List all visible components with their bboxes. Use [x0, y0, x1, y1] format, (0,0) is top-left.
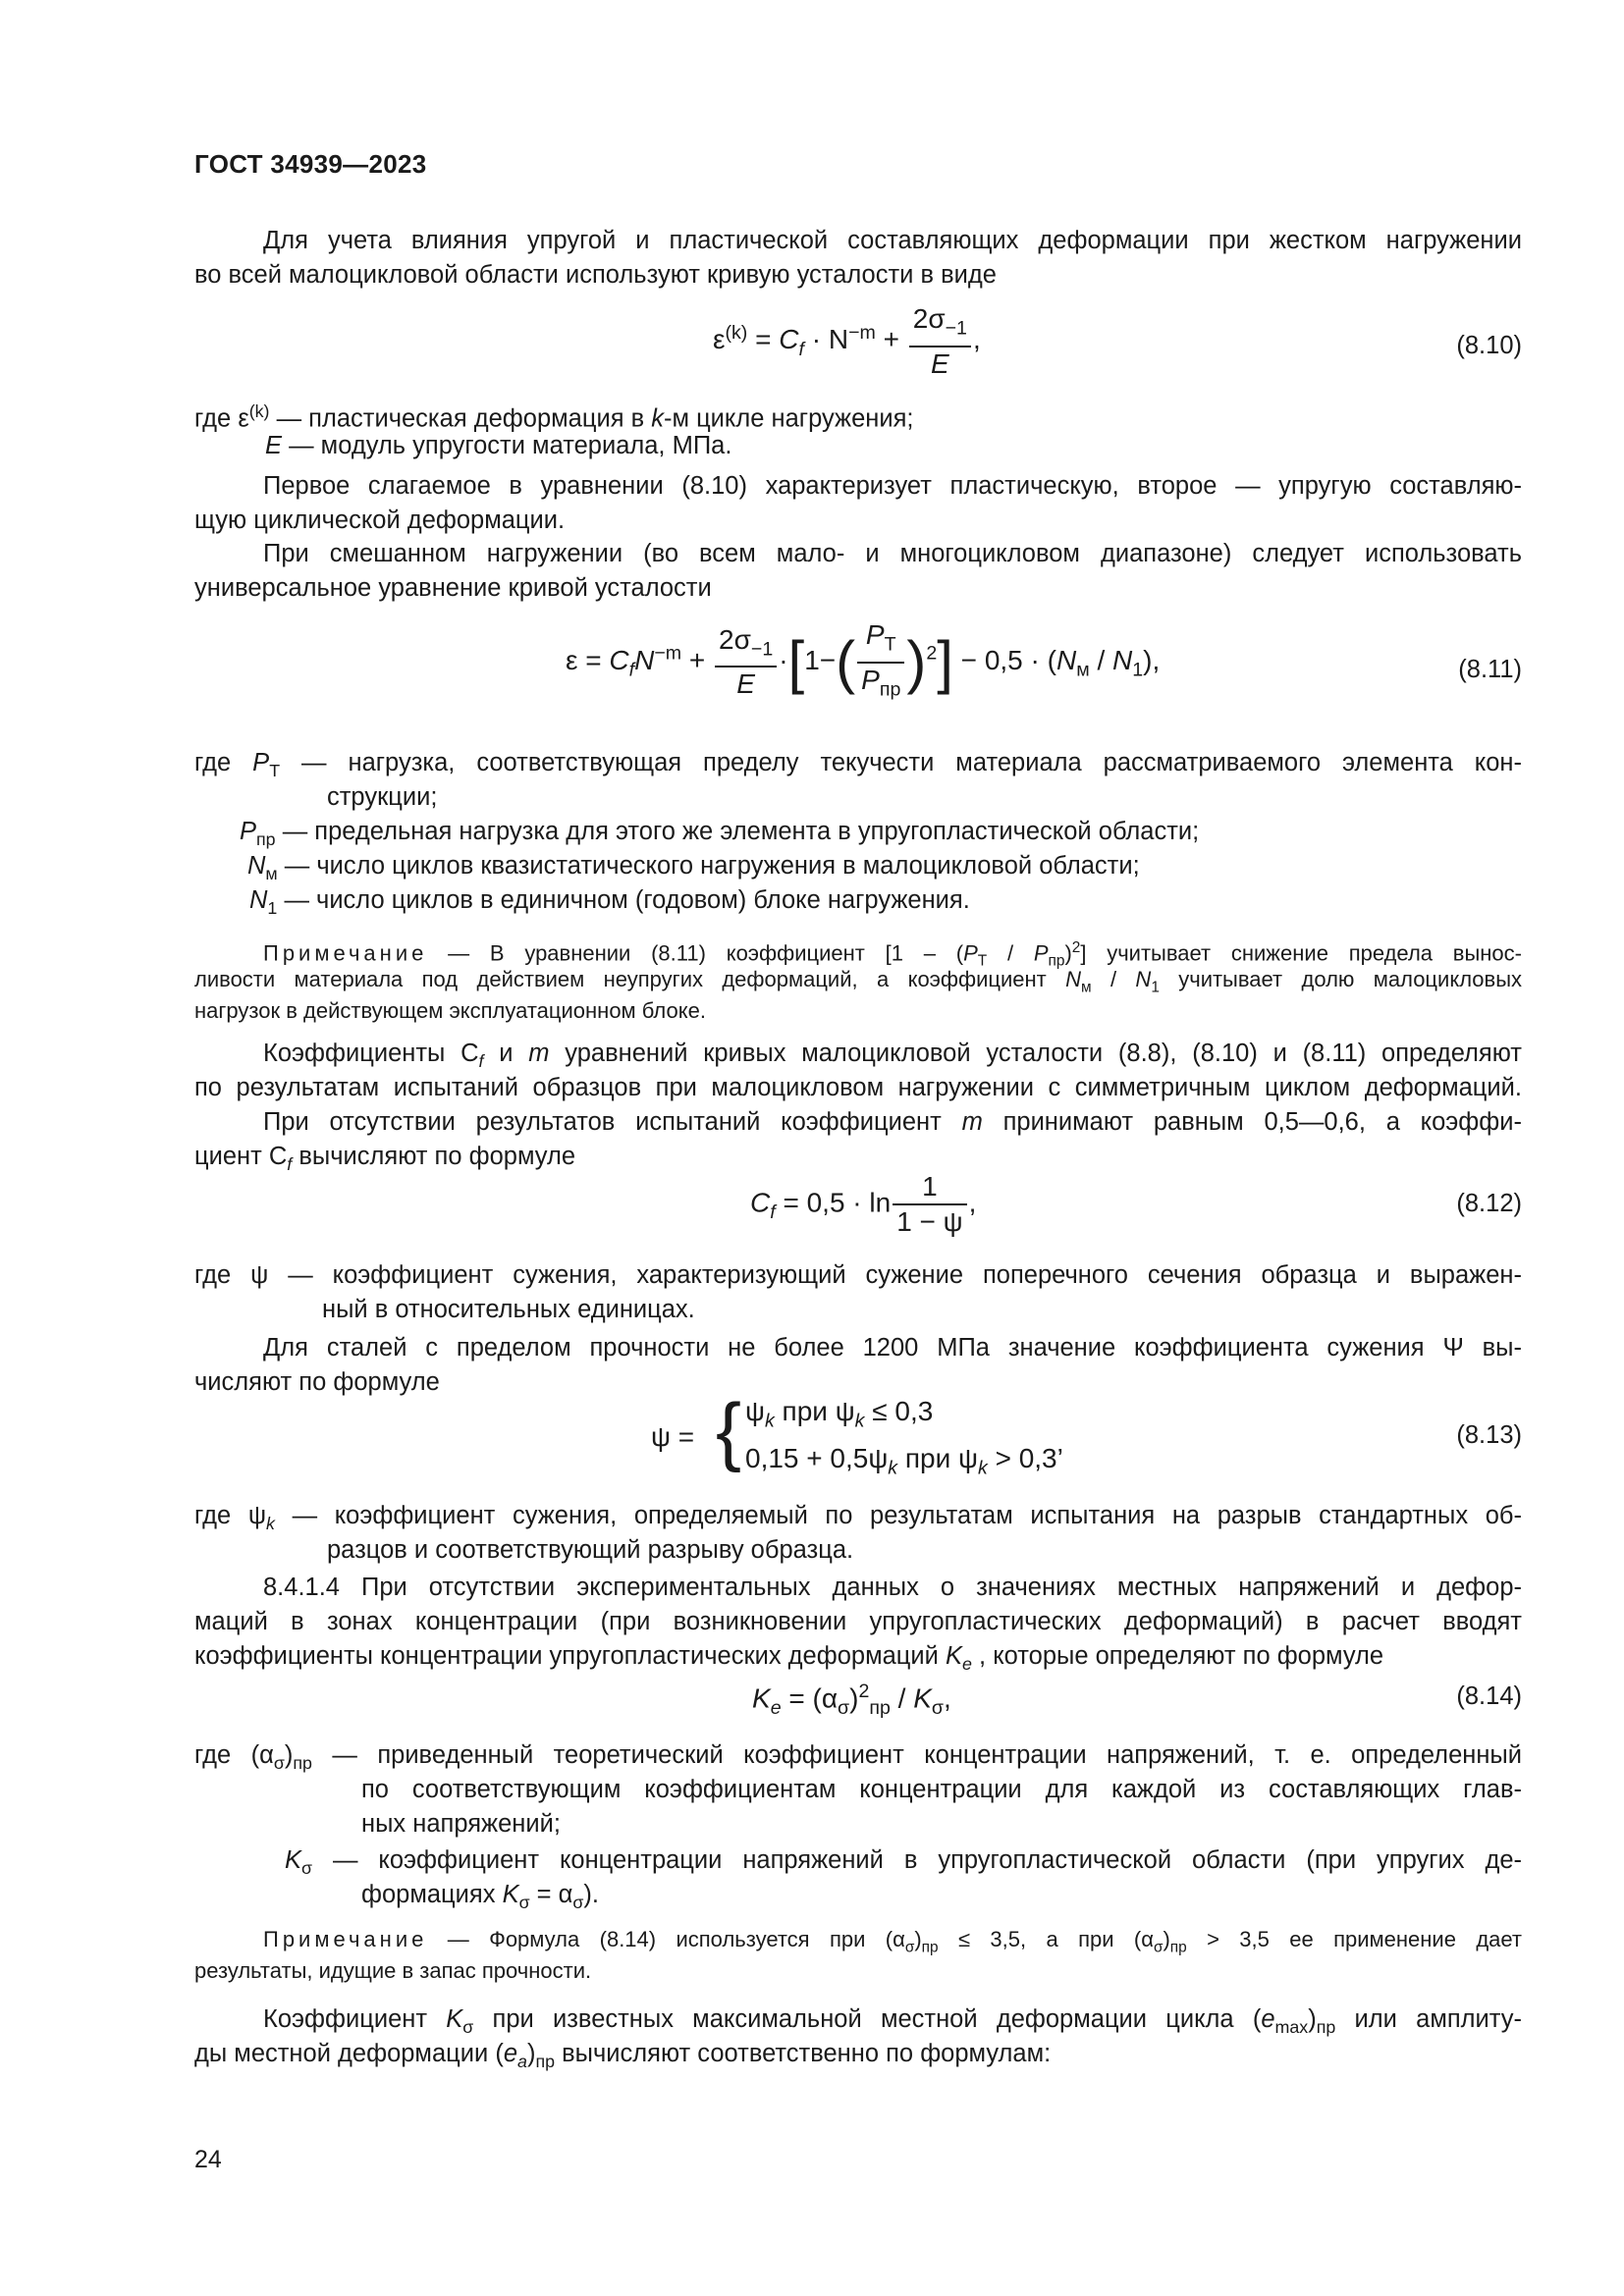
def-epsilon-k: где $\varepsilon^{(k)}$ — пластическая деформация в k-м цикле нагружения; — [194, 401, 914, 433]
equation-number-8-14: (8.14) — [1456, 1682, 1522, 1710]
p5-line-1: При отсутствии результатов испытаний коэффициент m принимают равным 0,5—0,6, а коэффи- — [263, 1108, 1522, 1136]
p4-line-2: по результатам испытаний образцов при малоцикловом нагружении с симметричным циклом деформаций. — [194, 1074, 1522, 1101]
p2-line-2: щую циклической деформации. — [194, 507, 566, 534]
case-2: $0,15 + 0,5\psi_k$ при $\psi_k > 0,3$’ — [745, 1443, 1063, 1479]
p8-line-2: ды местной деформации $(e_a)_{пр}$ вычисляют соответственно по формулам: — [194, 2040, 1052, 2072]
p5-line-2: циент $С_f$ вычисляют по формуле — [194, 1143, 576, 1175]
def-alpha-line-3: ных напряжений; — [361, 1810, 561, 1838]
def-psi-k-line-1: где $\psi_k$ — коэффициент сужения, определяемый по результатам испытания на разрыв стандартных об- — [194, 1502, 1522, 1534]
p3-line-2: универсальное уравнение кривой усталости — [194, 574, 712, 602]
def-psi-line-1: где ψ — коэффициент сужения, характеризующий сужение поперечного сечения образца и выражен- — [194, 1261, 1522, 1289]
p2-line-1: Первое слагаемое в уравнении (8.10) характеризует пластическую, второе — упругую составляю- — [263, 472, 1522, 500]
equation-number-8-10: (8.10) — [1456, 332, 1522, 359]
p7-line-1: 8.4.1.4 При отсутствии экспериментальных данных о значениях местных напряжений и дефор- — [263, 1574, 1522, 1601]
case-1: $\psi_k$ при $\psi_k \le 0,3$ — [745, 1396, 934, 1432]
def-alpha-line-2: по соответствующим коэффициентам концентрации для каждой из составляющих глав- — [361, 1776, 1522, 1803]
def-pt-line-2: струкции; — [327, 783, 438, 811]
def-n1: $N_1$ — число циклов в единичном (годовом) блоке нагружения. — [249, 886, 970, 919]
p1-line-2: во всей малоцикловой области используют кривую усталости в виде — [194, 261, 997, 289]
p7-line-2: маций в зонах концентрации (при возникновении упругопластических деформаций) в расчет вводят — [194, 1608, 1522, 1635]
fraction-8-10: $\frac{2\sigma_{-1}}{E}$ — [909, 302, 971, 381]
fraction-8-12: $\frac{1}{1 - \psi}$ — [893, 1170, 966, 1239]
note-2-line-2: результаты, идущие в запас прочности. — [194, 1958, 592, 1983]
note-1-line-1: Примечание — В уравнении (8.11) коэффициент $[1 - (P_Т / P_{пр})^2]$ учитывает снижение предела вынос- — [263, 939, 1522, 970]
p7-line-3: коэффициенты концентрации упругопластических деформаций $K_e$ , которые определяют по формуле — [194, 1642, 1384, 1675]
def-k-sigma-line-1: $K_\sigma$ — коэффициент концентрации напряжений в упругопластической области (при упругих де- — [285, 1846, 1522, 1879]
def-ppr: $P_{пр}$ — предельная нагрузка для этого же элемента в упругопластической области; — [240, 818, 1200, 850]
def-pt-line-1: где $P_Т$ — нагрузка, соответствующая пределу текучести материала рассматриваемого элемента кон- — [194, 749, 1522, 781]
def-k-sigma-line-2: формациях $K_\sigma = \alpha_\sigma$). — [361, 1881, 599, 1913]
p6-line-2: числяют по формуле — [194, 1368, 440, 1396]
p1-line-1: Для учета влияния упругой и пластической составляющих деформации при жестком нагружении — [263, 227, 1522, 254]
document-page: ГОСТ 34939—2023 Для учета влияния упругой и пластической составляющих деформации при жестком нагружении во всей малоцикловой области используют кривую усталости в виде $\varepsilon^{(k)} = C_f \cdot N^{-m}$ + $\frac{2\sigma_{-1}}{E}$ , (8.10) где $\varepsilon^{(k)}$ — пластическая деформация в k-м цикле нагружения; E — модуль упругости материала, МПа. Первое слагаемое в уравнении (8.10) характеризует пластическую, второе — упругую составляю- щую циклической деформации. При смешанном нагружении (во всем мало- и многоцикловом диапазоне) следует использовать универсальное уравнение кривой усталости $\varepsilon = C_fN^{-m}$ + $\frac{2\sigma_{-1}}{E}$ ·[1−( $\frac{P_Т}{P_{пр}}$ )$^2] - 0,5 \cdot (N_м / N_1)$, (8.11) где $P_Т$ — нагрузка, соответствующая пределу текучести материала рассматриваемого элемента кон- струкции; $P_{пр}$ — предельная нагрузка для этого же элемента в упругопластической области; $N_м$ — число циклов квазистатического нагружения в малоцикловой области; $N_1$ — число циклов в единичном (годовом) блоке нагружения. Примечание — В уравнении (8.11) коэффициент $[1 - (P_Т / P_{пр})^2]$ учитывает снижение предела вынос- ливости материала под действием неупругих деформаций, а коэффициент $N_м / N_1$ учитывает долю малоцикловых нагрузок в действующем эксплуатационном блоке. Коэффициенты $С_f$ и m уравнений кривых малоцикловой усталости (8.8), (8.10) и (8.11) определяют по результатам испытаний образцов при малоцикловом нагружении с симметричным циклом деформаций. При отсутствии результатов испытаний коэффициент m принимают равным 0,5—0,6, а коэффи- циент $С_f$ вычисляют по формуле $C_f = 0,5 \cdot \ln$ $\frac{1}{1 - \psi}$ , (8.12) где ψ — коэффициент сужения, характеризующий сужение поперечного сечения образца и выражен- ный в относительных единицах. Для сталей с пределом прочности не более 1200 МПа значение коэффициента сужения Ψ вы- числяют по формуле ψ = { $\psi_k$ при $\psi_k \le 0,3$ $0,15 + 0,5\psi_k$ при $\psi_k > 0,3$’ (8.13) где $\psi_k$ — коэффициент сужения, определяемый по результатам испытания на разрыв стандартных об- разцов и соответствующий разрыву образца. 8.4.1.4 При отсутствии экспериментальных данных о значениях местных напряжений и дефор- маций в зонах концентрации (при возникновении упругопластических деформаций) в расчет вводят коэффициенты концентрации упругопластических деформаций $K_e$ , которые определяют по формуле $K_e = (\alpha_\sigma)^2_{пр} / K_\sigma$, (8.14) где $(\alpha_\sigma)_{пр}$ — приведенный теоретический коэффициент концентрации напряжений, т. е. определенный по соответствующим коэффициентам концентрации для каждой из составляющих глав- ных напряжений; $K_\sigma$ — коэффициент концентрации напряжений в упругопластической области (при упругих де- формациях $K_\sigma = \alpha_\sigma$). Примечание — Формула (8.14) используется при $(\alpha_\sigma)_{пр} \le 3,5$, а при $(\alpha_\sigma)_{пр} > 3,5$ ее применение дает результаты, идущие в запас прочности. Коэффициент $K_\sigma$ при известных максимальной местной деформации цикла $(e_{max})_{пр}$ или амплиту- ды местной деформации $(e_a)_{пр}$ вычисляют соответственно по формулам: 24 — [0, 0, 1624, 2296]
equation-number-8-13: (8.13) — [1456, 1421, 1522, 1449]
equation-number-8-12: (8.12) — [1456, 1190, 1522, 1217]
def-psi-line-2: ный в относительных единицах. — [322, 1296, 695, 1323]
equation-8-14: $K_e = (\alpha_\sigma)^2_{пр} / K_\sigma$, — [752, 1681, 951, 1719]
def-alpha-line-1: где $(\alpha_\sigma)_{пр}$ — приведенный теоретический коэффициент концентрации напряжений, т. е. определенный — [194, 1741, 1522, 1774]
page-number: 24 — [194, 2146, 222, 2173]
def-psi-k-line-2: разцов и соответствующий разрыву образца. — [327, 1536, 854, 1564]
equation-8-12: $C_f = 0,5 \cdot \ln$ $\frac{1}{1 - \psi}$ , — [750, 1171, 977, 1237]
equation-8-10: $\varepsilon^{(k)} = C_f \cdot N^{-m}$ + $\frac{2\sigma_{-1}}{E}$ , — [713, 303, 981, 379]
def-nm: $N_м$ — число циклов квазистатического нагружения в малоцикловой области; — [247, 852, 1140, 884]
fraction-pt-ppr: $\frac{P_Т}{P_{пр}}$ — [857, 618, 904, 706]
note-1-line-2: ливости материала под действием неупругих деформаций, а коэффициент $N_м / N_1$ учитывает долю малоцикловых — [194, 967, 1523, 996]
equation-number-8-11: (8.11) — [1458, 656, 1522, 683]
p8-line-1: Коэффициент $K_\sigma$ при известных максимальной местной деформации цикла $(e_{max})_{пр}$ или амплиту- — [263, 2005, 1522, 2038]
equation-8-11: $\varepsilon = C_fN^{-m}$ + $\frac{2\sigma_{-1}}{E}$ ·[1−( $\frac{P_Т}{P_{пр}}$ )$^2] - 0,5 \cdot (N_м / N_1)$, — [566, 618, 1160, 706]
p3-line-1: При смешанном нагружении (во всем мало- и многоцикловом диапазоне) следует использовать — [263, 540, 1522, 567]
document-code-header: ГОСТ 34939—2023 — [194, 149, 427, 179]
note-2-line-1: Примечание — Формула (8.14) используется при $(\alpha_\sigma)_{пр} \le 3,5$, а при $(\alpha_\sigma)_{пр} > 3,5$ ее применение дает — [263, 1927, 1522, 1956]
p4-line-1: Коэффициенты $С_f$ и m уравнений кривых малоцикловой усталости (8.8), (8.10) и (8.11) определяют — [263, 1040, 1522, 1072]
fraction-2sigma-e: $\frac{2\sigma_{-1}}{E}$ — [715, 623, 777, 702]
def-modulus-e: E — модуль упругости материала, МПа. — [265, 432, 732, 459]
p6-line-1: Для сталей с пределом прочности не более 1200 МПа значение коэффициента сужения Ψ вы- — [263, 1334, 1522, 1362]
note-1-line-3: нагрузок в действующем эксплуатационном блоке. — [194, 998, 706, 1023]
